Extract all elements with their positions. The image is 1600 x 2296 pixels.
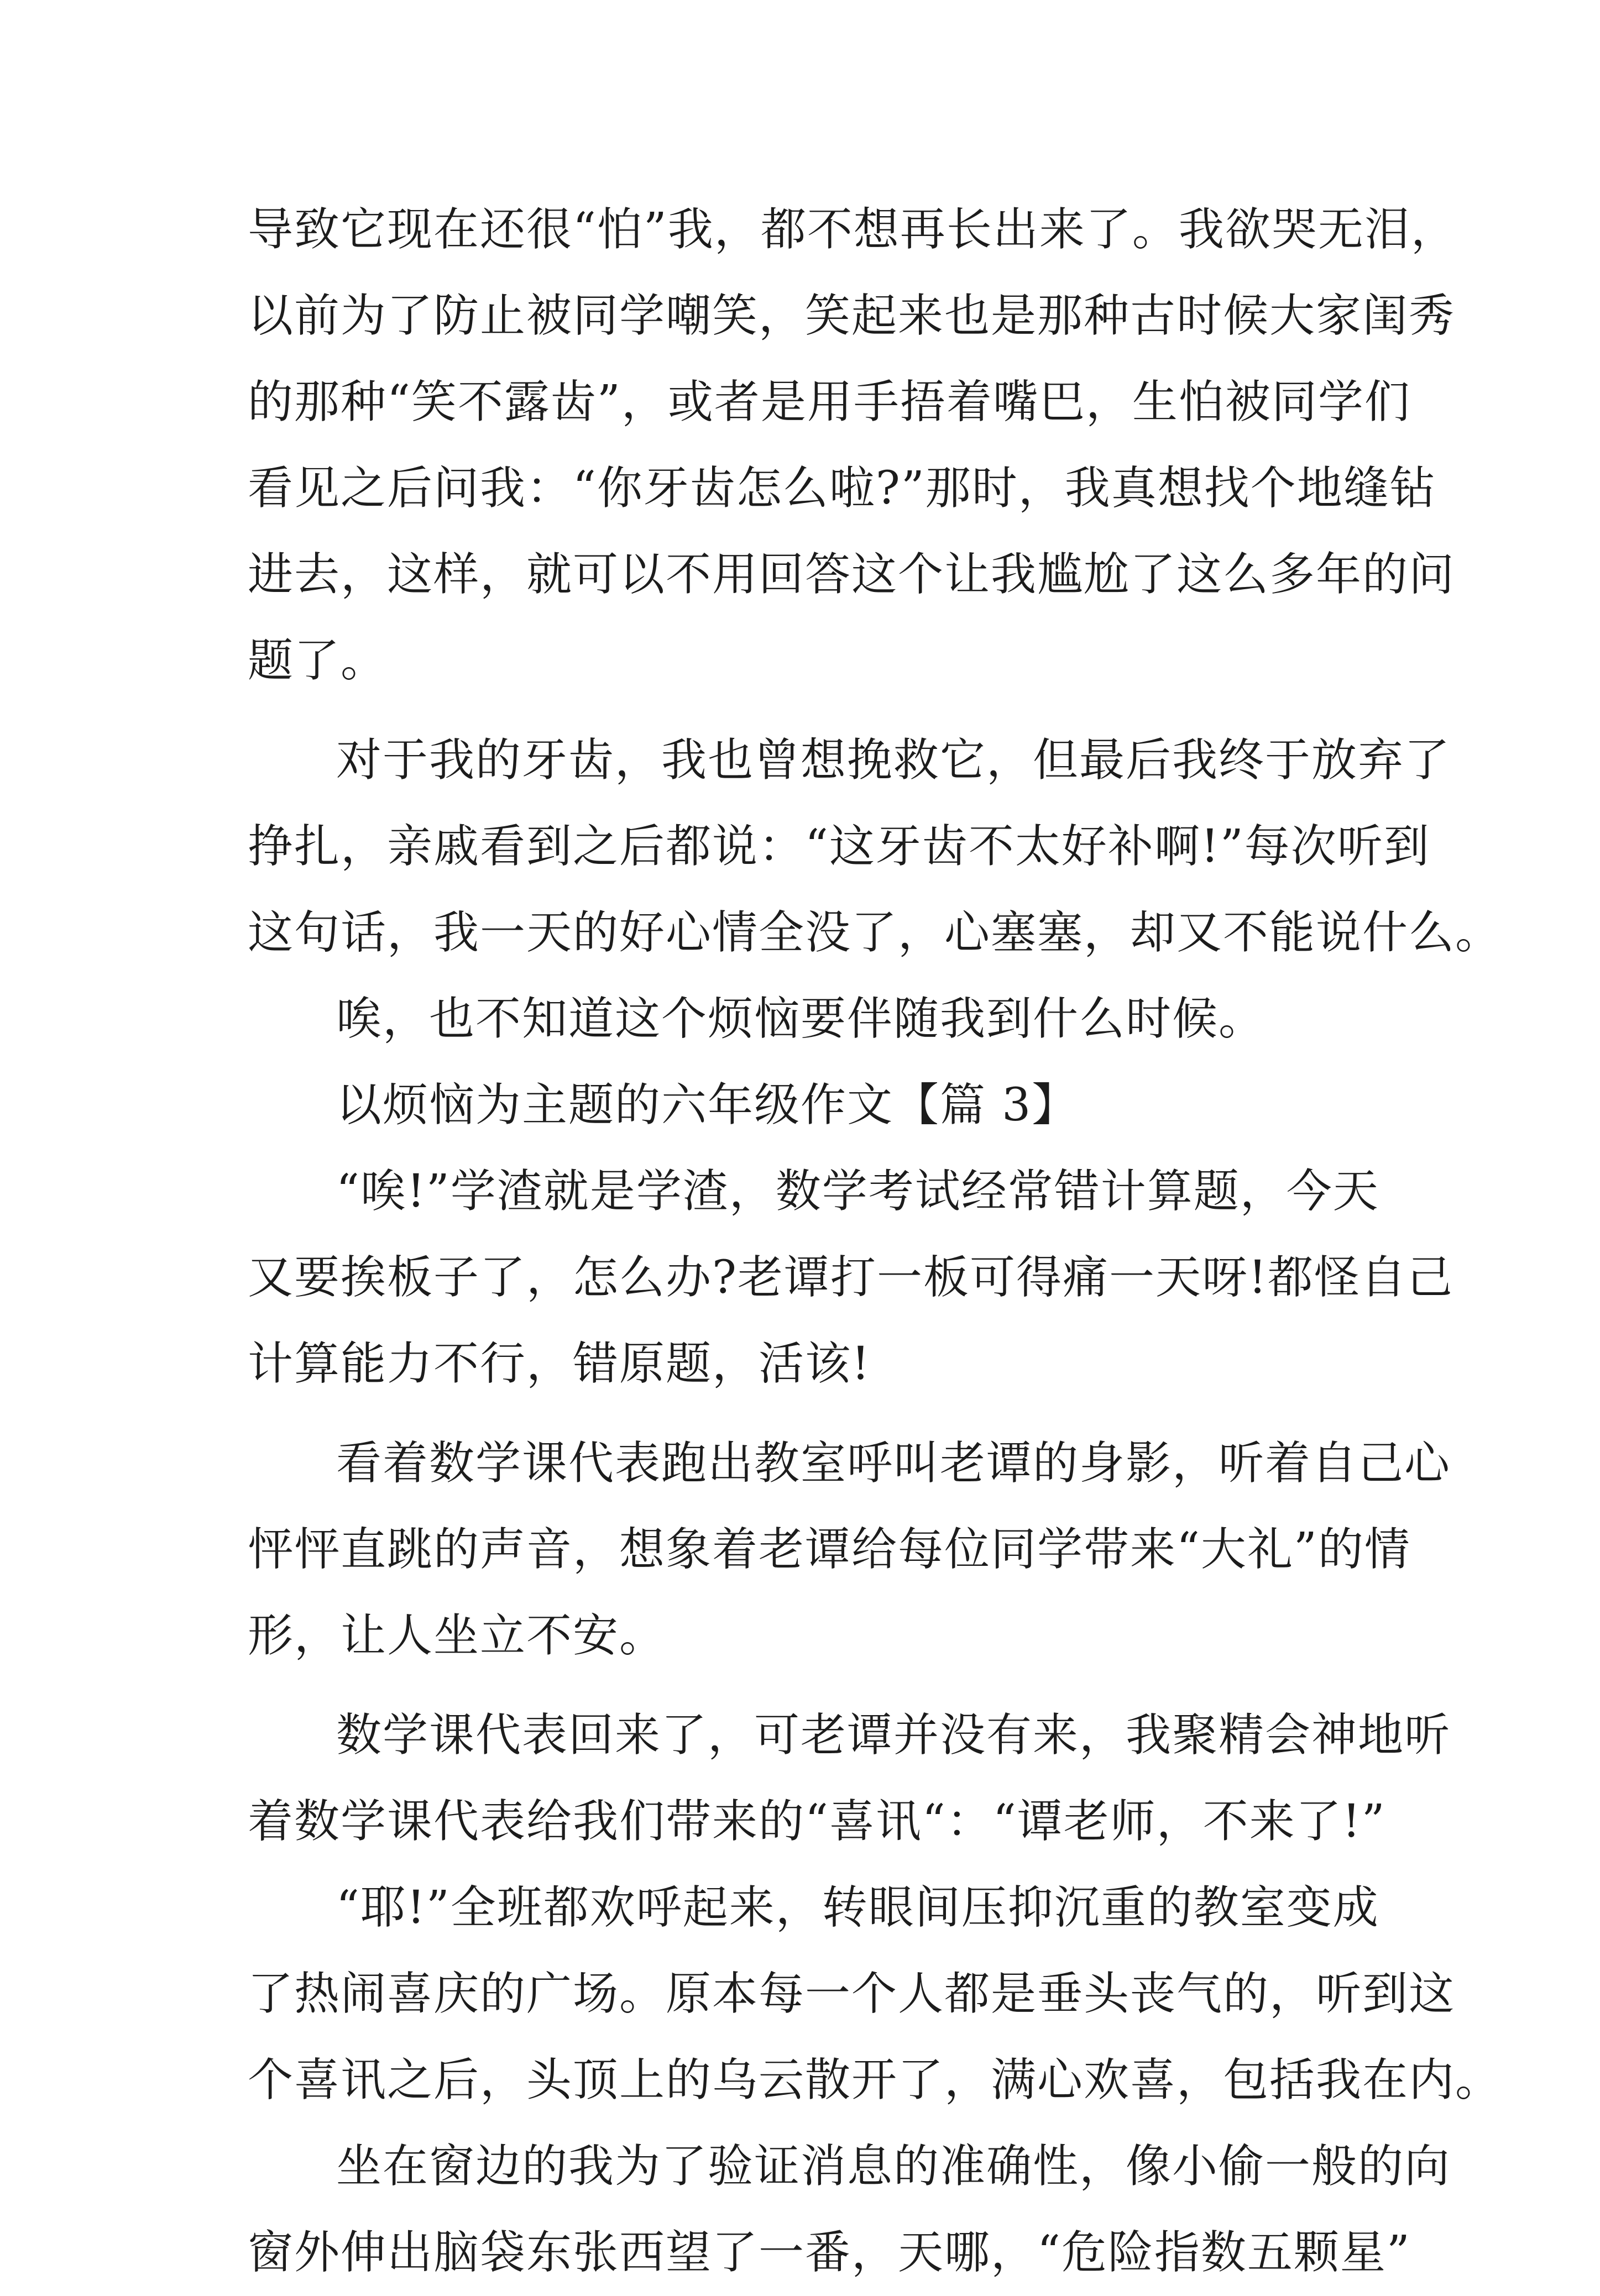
text-line: 着数学课代表给我们带来的“喜讯“：“谭老师，不来了!”	[248, 1795, 1386, 1848]
text-line: 挣扎，亲戚看到之后都说：“这牙齿不太好补啊!”每次听到	[248, 820, 1430, 873]
section-heading: 以烦恼为主题的六年级作文【篇 3】	[336, 1079, 1079, 1131]
text-line: 的那种“笑不露齿”，或者是用手捂着嘴巴，生怕被同学们	[248, 376, 1411, 428]
text-line: 题了。	[248, 635, 388, 687]
text-line: “耶!”全班都欢呼起来，转眼间压抑沉重的教室变成	[336, 1881, 1379, 1934]
text-line: 计算能力不行，错原题，活该!	[248, 1338, 871, 1390]
text-line: 又要挨板子了，怎么办?老谭打一板可得痛一天呀!都怪自己	[248, 1251, 1453, 1304]
text-line: 导致它现在还很“怕”我，都不想再长出来了。我欲哭无泪，	[248, 203, 1457, 256]
text-line: 了热闹喜庆的广场。原本每一个人都是垂头丧气的，听到这	[248, 1968, 1456, 2020]
text-line: 坐在窗边的我为了验证消息的准确性，像小偷一般的向	[336, 2140, 1451, 2193]
text-line: 个喜讯之后，头顶上的乌云散开了，满心欢喜，包括我在内。	[248, 2054, 1502, 2106]
text-line: 窗外伸出脑袋东张西望了一番，天哪，“危险指数五颗星”	[248, 2226, 1411, 2279]
text-line: “唉!”学渣就是学渣，数学考试经常错计算题，今天	[336, 1165, 1379, 1218]
text-line: 形，让人坐立不安。	[248, 1610, 666, 1662]
text-line: 这句话，我一天的好心情全没了，心塞塞，却又不能说什么。	[248, 906, 1502, 959]
text-line: 以前为了防止被同学嘲笑，笑起来也是那种古时候大家闺秀	[248, 290, 1456, 342]
body-text	[248, 187, 1502, 2296]
text-line: 进去，这样，就可以不用回答这个让我尴尬了这么多年的问	[248, 548, 1456, 601]
text-line: 对于我的牙齿，我也曾想挽救它，但最后我终于放弃了	[336, 734, 1451, 787]
text-line: 数学课代表回来了，可老谭并没有来，我聚精会神地听	[336, 1709, 1451, 1762]
text-line: 唉，也不知道这个烦恼要伴随我到什么时候。	[336, 993, 1266, 1045]
text-line: 看着数学课代表跑出教室呼叫老谭的身影，听着自己心	[336, 1437, 1451, 1490]
text-line: 怦怦直跳的声音，想象着老谭给每位同学带来“大礼”的情	[248, 1523, 1411, 1576]
text-line: 看见之后问我：“你牙齿怎么啦?”那时，我真想找个地缝钻	[248, 462, 1436, 515]
